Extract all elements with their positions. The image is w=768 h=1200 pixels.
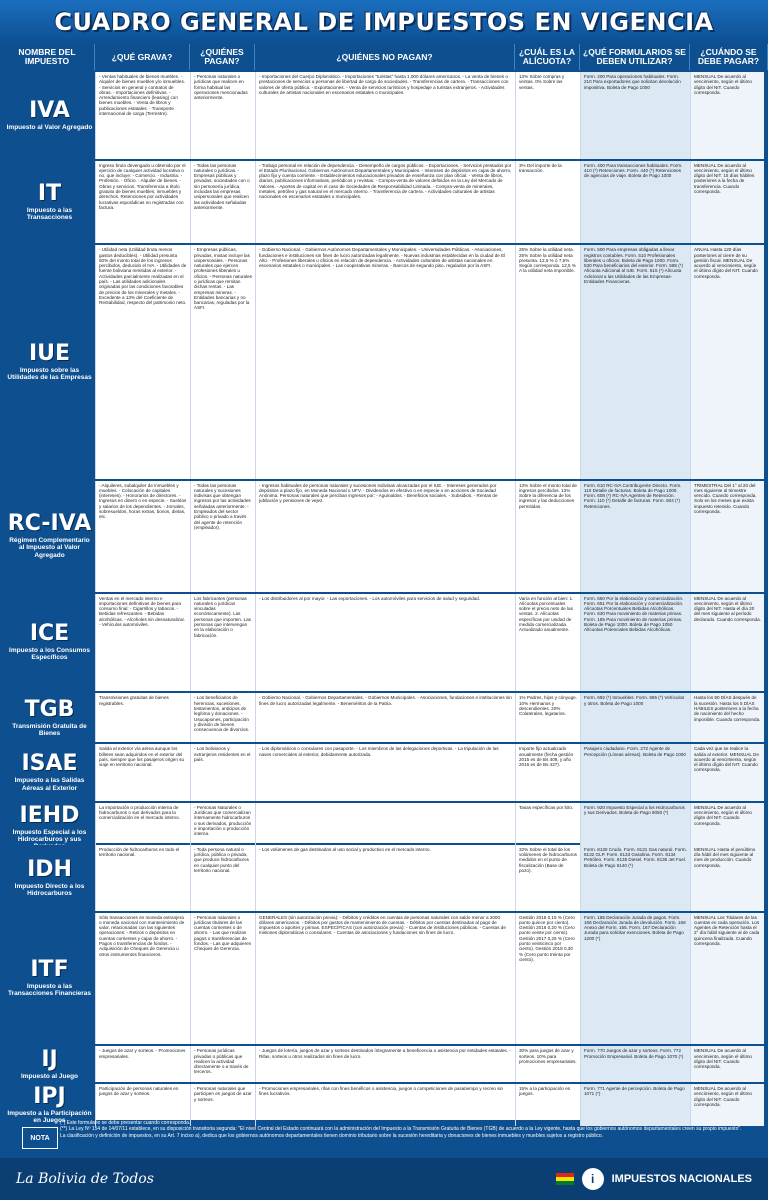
cell-no-pagan: - Los distribuidores al por mayor. - Las exportaciones. - Los automóviles para servicios de salud y seguridad.	[255, 594, 515, 692]
cell-alicuota: 25% Sobre la utilidad neta. 25% Sobre la utilidad neta presunta. 12,5 % ó 7,5% Según corresponda. 12,5 % A la utilidad neta imponible.	[515, 245, 580, 478]
cell-alicuota: 30% para juegos de azar y sorteos. 10% para promociones empresariales.	[515, 1046, 580, 1082]
table-row-tgb	[4, 693, 764, 742]
cell-cuando: MENSUAL De acuerdo al vencimiento, según el último dígito del NIT. 15 días hábiles posteriores a la fecha de transferencia. Cuando corresponda.	[690, 161, 764, 244]
tax-name	[4, 245, 95, 478]
brand	[556, 1168, 752, 1190]
cell-grava: Producción de hidrocarburos en todo el territorio nacional.	[95, 845, 190, 911]
tax-name	[4, 845, 95, 911]
tax-full-name: Impuesto a las Transacciones Financieras	[7, 983, 92, 998]
footer-bar	[0, 1158, 768, 1200]
cell-formularios: Form. 8130 Crudo. Form. 8131 Gas natural. Form. 8132 GLP. Form. 8133 Gasolina. Form. 8134 Petróleo. Form. 8135 Diesel. Form. 8136 Jet Fuel. Boleta de Pago 6140 (*)	[580, 845, 690, 911]
cell-formularios: Form. 610 RC-IVA Contribuyente Directo. Form. 110 Detalle de facturas. Boleta de Pago 1000. Form. 608 (*) RC-IVA Agentes de Retención. Form. 110 (*) Detalle de facturas. Form. 604 (*) Retenciones.	[580, 481, 690, 592]
table-row-idh	[4, 845, 764, 911]
slogan: La Bolivia de Todos	[16, 1170, 154, 1187]
tax-abbr: ITF	[30, 957, 69, 983]
cell-formularios: Form. 500 Para empresas obligadas a llevar registros contables. Form. 510 Profesionales liberales u oficios. Boleta de Pago 1000. Form. 530 Para beneficiarios del exterior. Form. 585 (*) Alícuota Adicional al IUE. Form. 515 (*) Alícuota Adicional a las Utilidades de las Empresas-Entidades Financieras.	[580, 245, 690, 478]
table-row-itf	[4, 913, 764, 1045]
tax-full-name: Impuesto Directo a los Hidrocarburos	[14, 882, 85, 897]
cell-no-pagan: - Trabajo personal en relación de dependencia. - Desempeño de cargos públicos. - Exportaciones. - Servicios prestados por el Estado Plurinacional, Gobiernos Autónomos Departamentales y Municipales. - Intereses de depósitos en cajas de ahorro, plazo fijo y cuenta corriente. - Establecimientos educacionales privados de enseñanza con plan oficial. - Venta de libros, diarios, publicaciones informativas, periódicos y revistas. - Compra-venta de valores definidos en la Ley del Mercado de Valores. - Aportes de capital en el caso de Sociedades de Responsabilidad Limitada. - Compra-venta de minerales, metales, petróleo y gas natural en el mercado interno. - Transferencia de cartera. - Actividades culturales de artistas nacionales en escenarios estatales o municipales.	[255, 161, 515, 244]
cell-alicuota: 13% Sobre el monto total de ingresos percibidos. 13% Sobre la diferencia de los ingresos y las deducciones permitidas.	[515, 481, 580, 592]
cell-pagan: - Personas naturales o jurídicas titulares de las cuentas corrientes o de ahorro. - Las que realizan pagos o transferencias de fondos. - Las que adquieren Cheques de Gerencia.	[190, 913, 255, 1045]
header-formularios: ¿QUÉ FORMULARIOS SE DEBEN UTILIZAR?	[580, 44, 690, 70]
table-row-isae	[4, 744, 764, 800]
tax-full-name: Impuesto a la Participación en Juegos	[7, 1110, 92, 1125]
cell-grava: Ingreso bruto devengado u obtenido por el ejercicio de cualquier actividad lucrativa o no, que incluye: - Comercio. - Industria. - Profesión. - Oficio. - Alquiler de bienes. - Obras y servicios. Transferencia a título gratuito de bienes muebles, inmuebles y derechos. Retenciones por actividades lucrativas esporádicas no registradas con factura.	[95, 161, 190, 244]
bolivia-flag-icon	[556, 1173, 574, 1185]
header-nombre: NOMBRE DEL IMPUESTO	[0, 44, 95, 70]
brand-name: IMPUESTOS NACIONALES	[611, 1173, 752, 1185]
cell-no-pagan: - Gobierno Nacional. - Gobiernos Departamentales. - Gobiernos Municipales. - Asociaciones, fundaciones e instituciones sin fines de lucro autorizadas legalmente. - Beneméritos de la Patria.	[255, 693, 515, 742]
tax-name	[4, 594, 95, 692]
cell-alicuota: 13% Sobre compras y ventas. 0% Sobre las ventas.	[515, 72, 580, 159]
tax-abbr: IUE	[28, 340, 71, 366]
cell-no-pagan: - Los diplomáticos o consulares con pasaporte. - Los miembros de las delegaciones deportivas. - La tripulación de las naves comerciales al exterior, debidamente autorizada.	[255, 744, 515, 800]
tax-name	[4, 161, 95, 244]
tax-name	[4, 1046, 95, 1082]
cell-grava: Transmisiones gratuitas de bienes registrables.	[95, 693, 190, 742]
cell-pagan: - Personas naturales o jurídicas que realicen en forma habitual las operaciones mencionadas anteriormente.	[190, 72, 255, 159]
cell-grava: - Ventas habituales de bienes muebles. - Alquiler de bienes muebles y/o inmuebles. - Servicios en general y contratos de obras. - Importaciones definitivas. - Arrendamiento financiero (leasing) con bienes muebles. - Venta de libros y publicaciones estatales. - Transporte internacional de carga (Terrestre).	[95, 72, 190, 159]
tax-abbr: TGB	[24, 696, 75, 722]
tax-full-name: Impuesto a las Transacciones	[26, 206, 73, 221]
tax-abbr: IVA	[29, 97, 70, 123]
cell-grava: Participación de personas naturales en juegos de azar y sorteos.	[95, 1084, 190, 1126]
cell-alicuota: 3% Del importe de la transacción.	[515, 161, 580, 244]
nota-label: NOTA	[22, 1127, 58, 1149]
cell-pagan: - Toda persona natural o jurídica, pública o privada, que produce hidrocarburos en cualquier punto del territorio nacional.	[190, 845, 255, 911]
tax-abbr: RC-IVA	[7, 511, 92, 537]
tax-name	[4, 72, 95, 159]
cell-alicuota: Tasas específicas por litro.	[515, 803, 580, 852]
table-row-ice	[4, 594, 764, 692]
cell-no-pagan: - Gobierno Nacional. - Gobiernos Autónomos Departamentales y Municipales. - Universidades Públicas. - Asociaciones, fundaciones e instituciones sin fines de lucro autorizadas legalmente. - Nuevas industrias establecidas en la ciudad de El Alto. - Profesiones liberales u oficios en relación de dependencia. - Actividades culturales de artistas nacionales en escenarios estatales o municipales. - Las cooperativas mineras. - Bancos de segundo piso, regulados por la ASFI.	[255, 245, 515, 478]
footnote: (*) Este formulario se debe presentar cuando corresponda.	[60, 1120, 191, 1126]
header-alicuota: ¿CUÁL ES LA ALÍCUOTA?	[515, 44, 580, 70]
tax-abbr: IEHD	[19, 802, 80, 828]
cell-grava: Sólo transacciones en moneda extranjera o moneda nacional con mantenimiento de valor, relacionadas con las siguientes operaciones: - Retiros o depósitos en cuentas corrientes y cajas de ahorro. - Pagos o transferencias de fondos. - Adquisición de Cheques de Gerencia u otros instrumentos financieros.	[95, 913, 190, 1045]
table-row-iva	[4, 72, 764, 159]
cell-formularios: Pasajero ciudadano. Form. 272 Agente de Percepción (Líneas aéreas). Boleta de Pago 1000	[580, 744, 690, 800]
cell-alicuota: Importe fijo actualizado anualmente (fecha gestión 2015 es de Bs 409, y año 2016 es de Bs 427).	[515, 744, 580, 800]
footnote: (**) La Ley Nº 154 de 14/07/11 establece, en su disposición transitoria segunda: "El nivel Central del Estado continuará con la administración del Impuesto a la Transmisión Gratuita de Bienes (TGB) de acuerdo a la Ley vigente, hasta que los gobiernos autónomos departamentales creen su propio impuesto".	[60, 1126, 742, 1133]
title-bar	[0, 0, 768, 44]
header-cuando-pagar: ¿CUÁNDO SE DEBE PAGAR?	[690, 44, 768, 70]
cell-cuando: MENSUAL De acuerdo al vencimiento, según el último dígito del NIT. Cuando corresponda.	[690, 1046, 764, 1082]
header-quienes-no-pagan: ¿QUIÉNES NO PAGAN?	[255, 44, 515, 70]
cell-pagan: - Todas las personas naturales o jurídicas. - Empresas públicas y privadas, sociedades con o sin personería jurídica, incluidas las empresas unipersonales que realicen las actividades señaladas anteriormente.	[190, 161, 255, 244]
table-row-ij	[4, 1046, 764, 1082]
tax-abbr: ISAE	[21, 751, 78, 777]
tax-abbr: IPJ	[33, 1084, 66, 1109]
table-row-rc-iva	[4, 481, 764, 592]
cell-cuando: MENSUAL De acuerdo al vencimiento, según el último dígito del NIT. Hasta el día 20 del mes siguiente al período declarado. Cuando corresponda.	[690, 594, 764, 692]
tax-full-name: Transmisión Gratuita de Bienes	[12, 722, 87, 737]
cell-cuando: Cada vez que se realice la salida al exterior. MENSUAL De acuerdo al vencimiento, según el último dígito del NIT. Cuando corresponda.	[690, 744, 764, 800]
tax-full-name: Impuesto Especial a los Hidrocarburos y sus	[12, 828, 87, 843]
cell-cuando: Hasta los 90 DÍAS después de la sucesión. Hasta los 5 DÍAS HÁBILES posteriores a la fecha de nacimiento del hecho imponible. Cuando corresponda.	[690, 693, 764, 742]
cell-alicuota: Varía en función al bien: 1. Alícuotas porcentuales sobre el precio neto de las ventas. 2. Alícuotas específicas por unidad de medida comercializada. Actualizado anualmente.	[515, 594, 580, 692]
cell-formularios: Form. 400 Para transacciones habituales. Form. 410 (*) Retenciones. Form. 440 (*) Retenciones de agencias de viaje. Boleta de Pago 1000	[580, 161, 690, 244]
cell-grava: Ventas en el mercado interno e importaciones definitivas de bienes para consumo final: - Cigarrillos y tabacos. - Bebidas refrescantes. - Bebidas alcohólicas. - Alcoholes sin desnaturalizar. - Vehículos automóviles.	[95, 594, 190, 692]
cell-grava: - Alquileres, subalquiler de inmuebles y muebles. - Colocación de capitales (intereses). - Honorarios de directores. - Ingresos en dinero o en especie. - Sueldos y salarios de los dependientes. - Jornales, sobresueldos, horas extras, bonos, dietas, etc.	[95, 481, 190, 592]
cell-pagan: - Personas jurídicas privadas o públicas que realicen la actividad directamente o a través de terceros.	[190, 1046, 255, 1082]
cell-formularios: Form. 165 Declaración Jurada de pagos. Form. 166 Declaración Jurada de devolución. Form. 168 Anexo del Form. 165. Form. 167 Declaración Jurada para solicitar exenciones. Boleta de Pago 1200 (*)	[580, 913, 690, 1045]
cell-pagan: - Personas naturales que participen en juegos de azar y sorteos.	[190, 1084, 255, 1126]
page-title: CUADRO GENERAL DE IMPUESTOS EN VIGENCIA	[54, 8, 714, 36]
cell-cuando: TRIMESTRAL Del 1° al 20 del mes siguiente al trimestre vencido. Cuando corresponda. Solo en los meses que exista impuesto retenido. Cuando corresponda.	[690, 481, 764, 592]
tax-name	[4, 481, 95, 592]
tax-full-name: Impuesto al Valor Agregado	[6, 123, 93, 131]
header-que-grava: ¿QUÉ GRAVA?	[95, 44, 190, 70]
cell-pagan: - Todas las personas naturales y sucesiones indivisas que obtengan ingresos por las actividades señaladas anteriormente. - Empleados del sector público o privado a través del agente de retención (empleador).	[190, 481, 255, 592]
cell-alicuota: 1% Padres, hijos y cónyuge. 10% Hermanos y descendientes. 20% Colaterales, legatarios.	[515, 693, 580, 742]
tax-abbr: IT	[37, 180, 62, 206]
cell-alicuota: 15% a la participación en juegos.	[515, 1084, 580, 1126]
cell-grava: Salida al exterior vía aérea aunque los billetes sean adquiridos en el exterior del país, siempre que los pasajeros origen su viaje en territorio nacional.	[95, 744, 190, 800]
tax-name	[4, 913, 95, 1045]
footnote: La clasificación y definición de impuestos, en su Art. 7 inciso a), dedica que los gobiernos autónomos departamentales tienen dominio tributario sobre la sucesión hereditaria y donaciones de bienes inmuebles y muebles sujetos a registro público.	[60, 1132, 604, 1139]
cell-pagan: - Personas Naturales o Jurídicas que comercializan internamente hidrocarburos o sus derivados, producción e importación o producción interna.	[190, 803, 255, 852]
tax-name	[4, 744, 95, 800]
cell-formularios: Form. 200 Para operaciones habituales. Form. 210 Para exportadores que solicitan devolución impositiva. Boleta de Pago 1000	[580, 72, 690, 159]
tax-full-name: Impuesto al Juego	[20, 1072, 79, 1080]
table-row-iue	[4, 245, 764, 478]
footnotes	[60, 1120, 760, 1156]
cell-pagan: Los fabricantes (personas naturales o jurídicas vinculadas económicamente). Las personas que importen. Las personas que intervengan en la elaboración o fabricación.	[190, 594, 255, 692]
tax-full-name: Impuesto a los Consumos Específicos	[9, 647, 90, 662]
impuestos-logo-icon: i	[582, 1168, 604, 1190]
cell-grava: - Juegos de azar y sorteos. - Promociones empresariales.	[95, 1046, 190, 1082]
cell-pagan: - Los bolivianos y extranjeros residentes en el país.	[190, 744, 255, 800]
header-quienes-pagan: ¿QUIÉNES PAGAN?	[190, 44, 255, 70]
cell-no-pagan: - Juegos de lotería, juegos de azar y sorteos destinados íntegramente a beneficencia o asistencia por entidades estatales. - Rifas, sorteos u otros realizados sin fines de lucro.	[255, 1046, 515, 1082]
cell-cuando: ANUAL Hasta 120 días posteriores al cierre de su gestión fiscal. MENSUAL De acuerdo al vencimiento, según el último dígito del NIT. Cuando corresponda.	[690, 245, 764, 478]
tax-full-name: Impuesto sobre las Utilidades de las Empresas	[7, 366, 92, 381]
tax-full-name: Régimen Complementario al Impuesto al Valor Agregado	[9, 537, 90, 559]
cell-grava: - Utilidad neta (Utilidad bruta menos gastos deducibles). - Utilidad presunta 50% del monto total de los ingresos percibidos, deducido el IVA. - Utilidades de fuente boliviana remitidas al exterior. - Actividades parcialmente realizadas en el país. - Las utilidades adicionales originadas por las condiciones favorables de precios de los minerales y metales. - Excedente a 13% del Coeficiente de Rentabilidad, respecto del patrimonio neto.	[95, 245, 190, 478]
cell-cuando: MENSUAL Los Titulares de las cuentas en cada operación. Los Agentes de Retención hasta el 2° día hábil siguiente al de cada quincena finalizada. Cuando corresponda.	[690, 913, 764, 1045]
table-row-iehd	[4, 803, 764, 843]
cell-pagan: - Empresas públicas, privadas, mixtas incluye las unipersonales. - Personas naturales que ejercen profesiones liberales u oficios. - Personas naturales o jurídicas que remitan dichas rentas. - Las empresas mineras. - Entidades bancarias y no bancarias, reguladas por la ASFI.	[190, 245, 255, 478]
cell-cuando: MENSUAL De acuerdo al vencimiento, según el último dígito del NIT. Cuando corresponda.	[690, 803, 764, 852]
cell-cuando: MENSUAL Hasta el penúltimo día hábil del mes siguiente al mes de producción. Cuando corresponda.	[690, 845, 764, 911]
tax-abbr: IJ	[41, 1046, 58, 1072]
cell-no-pagan: - Promociones empresariales, rifas con fines benéficos o asistencia, juegos o competiciones de pasatiempo y recreo sin fines lucrativos.	[255, 1084, 515, 1126]
cell-formularios: Form. 920 Impuesto Especial a los Hidrocarburos y sus Derivados. Boleta de Pago 9050 (*)	[580, 803, 690, 852]
cell-pagan: - Los beneficiarios de herencias, sucesiones, testamentos, anticipos de legítima y donaciones. - Usucapiones, participación y división de bienes consecuencia de divorcios.	[190, 693, 255, 742]
cell-formularios: Form. 770 Juegos de azar y sorteos. Form. 772 Promoción Empresarial. Boleta de Pago 1070 (*)	[580, 1046, 690, 1082]
cell-no-pagan: - Ingresos habituales de personas naturales y sucesiones indivisas alcanzadas por el IUE. - Intereses generados por depósitos a plazo fijo, en Moneda Nacional o UFV. - Dividendos en efectivo o en especie o en acciones de Sociedad Anónima. Personas naturales que perciban ingresos por: - Aguinaldos. - Beneficios sociales. - Subsidios. - Rentas de jubilación y pensiones de vejez.	[255, 481, 515, 592]
tax-abbr: IDH	[27, 856, 72, 882]
tax-full-name: Impuesto a las Salidas Aéreas al Exterior	[14, 777, 85, 792]
cell-alicuota: Gestión 2015 0,15 % (Cero punto quince por ciento). Gestión 2016 0,20 % (Cero punto veinte por ciento). Gestión 2017 0,25 % (Cero punto veinticinco por ciento). Gestión 2018 0,30 % (Cero punto treinta por ciento).	[515, 913, 580, 1045]
cell-no-pagan: GENERALES (sin autorización previa): - Débitos y créditos en cuentas de personas naturales con saldo menor a 2000 dólares americanos. - Débitos por gastos de mantenimiento de cuentas. - Débitos por cuentas destinadas al pago de impuestos o aportes y primas. ESPECÍFICAS (con autorización previa): - Cuentas de instituciones públicas. - Cuentas de misiones diplomáticas o consulares. - Cuentas de asociaciones y fundaciones sin fines de lucro.	[255, 913, 515, 1045]
tax-name	[4, 693, 95, 742]
cell-no-pagan: - Los volúmenes de gas destinados al uso social y productivo en el mercado interno.	[255, 845, 515, 911]
cell-cuando: MENSUAL De acuerdo al vencimiento, según el último dígito del NIT. Cuando corresponda.	[690, 1084, 764, 1126]
cell-grava: La importación o producción interna de hidrocarburos o sus derivados para la comercialización en el mercado interno.	[95, 803, 190, 852]
cell-formularios: Form. 650 Por la elaboración y comercialización. Form. 651 Por la elaboración y comercialización. Alícuotas Porcentuales Bebidas Alcohólicas. Form. 630 Para movimiento de materias primas. Form. 185 Para movimiento de materias primas. Boleta de Pago 1000. Boleta de Pago 1050 Alícuotas Potenciales Bebidas Alcohólicas.	[580, 594, 690, 692]
table-header	[0, 44, 768, 70]
cell-cuando: MENSUAL De acuerdo al vencimiento, según el último dígito del NIT. Cuando corresponda.	[690, 72, 764, 159]
cell-no-pagan: - Importaciones del Cuerpo Diplomático. - Importaciones "turistas" hasta 1.000 dólares americanos. - La venta de bienes o prestaciones de servicios a personas de libertad de cargo de sociedades. - Transferencias de cartera. - Transacciones con valores de oferta pública. - Exportaciones. - Venta de servicios turísticos y hospedaje a turistas extranjeros. - Actividades culturales de artistas nacionales en escenarios estatales o municipales.	[255, 72, 515, 159]
tax-abbr: ICE	[29, 621, 70, 647]
table-row-it	[4, 161, 764, 244]
cell-formularios: Form. 692 (*) Inmuebles. Form. 695 (*) Vehículos y otros. Boleta de Pago 1000	[580, 693, 690, 742]
cell-alicuota: 32% Sobre el total de los volúmenes de hidrocarburos medidos en el punto de fiscalización (Base de pozo).	[515, 845, 580, 911]
cell-formularios: Form. 771 Agente de percepción. Boleta de Pago 1071 (*)	[580, 1084, 690, 1126]
